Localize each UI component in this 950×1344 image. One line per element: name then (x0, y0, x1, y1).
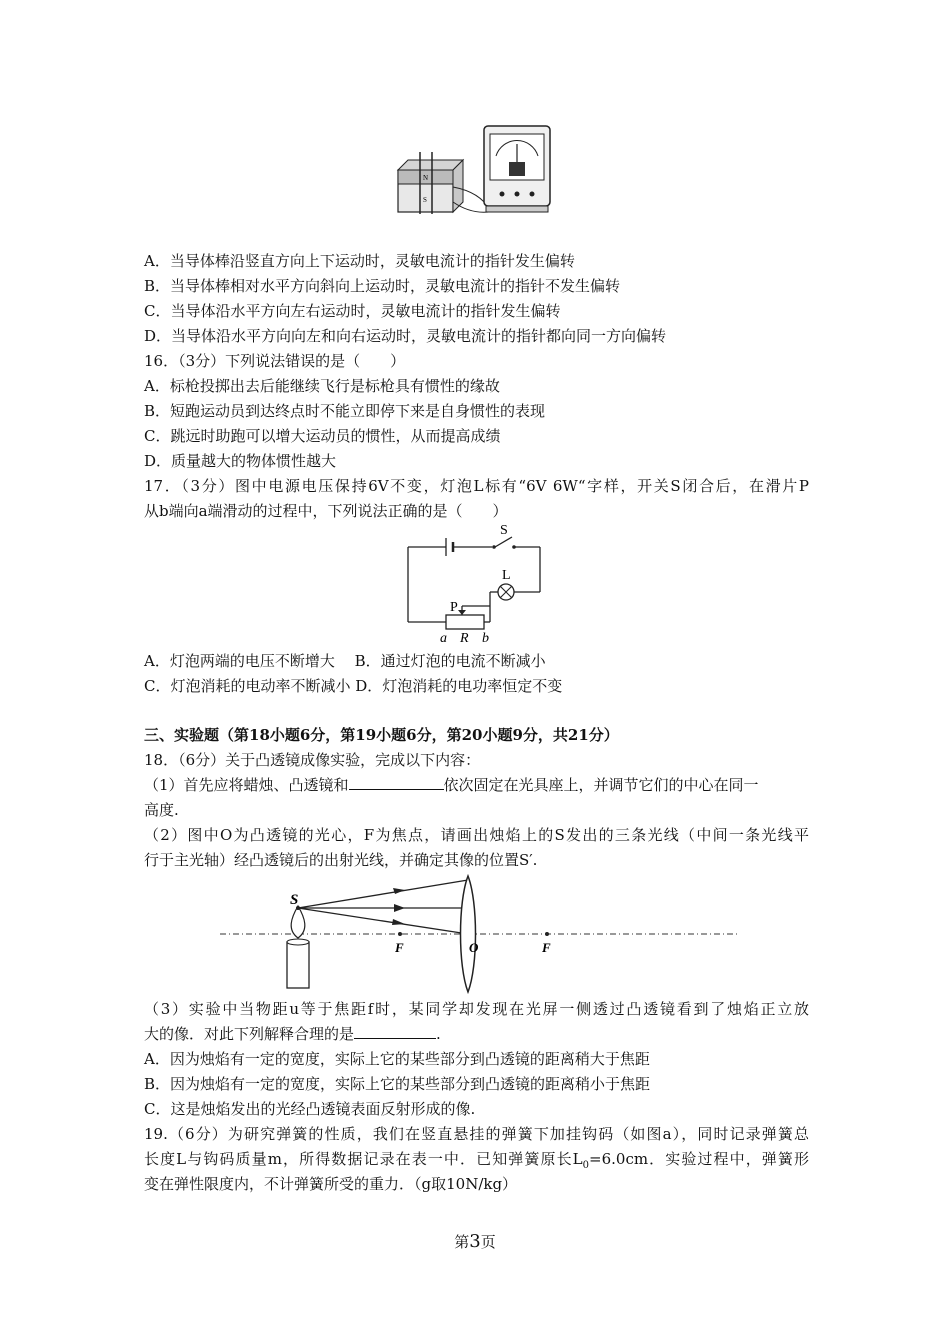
q16-option-b: B．短跑运动员到达终点时不能立即停下来是自身惯性的表现 (144, 402, 546, 420)
resistor-label: R (460, 631, 469, 646)
q18-part1-before: （1）首先应将蜡烛、凸透镜和 (144, 776, 349, 794)
q18-part2-line2: 行于主光轴）经凸透镜后的出射光线，并确定其像的位置S′. (144, 851, 538, 869)
slider-label: P (450, 600, 458, 615)
end-a-label: a (440, 631, 447, 646)
q17-options-line1: A．灯泡两端的电压不断增大 B．通过灯泡的电流不断减小 (144, 652, 546, 670)
page-footer (0, 1231, 950, 1252)
q15-option-d: D．当导体沿水平方向向左和向右运动时，灵敏电流计的指针都向同一方向偏转 (144, 327, 667, 345)
q19-line2 (144, 1149, 809, 1176)
q18-option-b: B．因为烛焰有一定的宽度，实际上它的某些部分到凸透镜的距离稍小于焦距 (144, 1075, 651, 1093)
svg-text:N: N (423, 174, 429, 182)
source-label: S (290, 892, 299, 908)
q19-line2-sub: 0 (582, 1160, 590, 1171)
q18-part3-before: 大的像．对此下列解释合理的是 (144, 1025, 355, 1043)
lens-ray-diagram (215, 872, 745, 994)
q17-options-line2: C．灯泡消耗的电动率不断减小 D．灯泡消耗的电功率恒定不变 (144, 677, 563, 695)
q18-part2-line1: （2）图中O为凸透镜的光心，F为焦点，请画出烛焰上的S发出的三条光线（中间一条光线平 (144, 826, 809, 844)
q17-stem-line1: 17．（3分）图中电源电压保持6V不变，灯泡L标有“6V 6W“字样，开关S闭合后，在滑片P (144, 477, 809, 495)
induction-apparatus-figure (390, 122, 560, 222)
q19-line2-before: 长度L与钩码质量m，所得数据记录在表一中．已知弹簧原长L (144, 1150, 583, 1168)
q16-stem: 16．（3分）下列说法错误的是（ ） (144, 352, 406, 370)
q15-option-a: A．当导体棒沿竖直方向上下运动时，灵敏电流计的指针发生偏转 (144, 252, 575, 270)
footer-suffix: 页 (480, 1233, 496, 1251)
svg-text:S: S (423, 196, 427, 204)
focus-left-label: F (395, 940, 404, 955)
q17-stem-line2: 从b端向a端滑动的过程中，下列说法正确的是（ ） (144, 502, 508, 520)
focus-right-label: F (542, 940, 551, 955)
q18-part1-after: 依次固定在光具座上，并调节它们的中心在同一 (443, 776, 759, 794)
q15-option-b: B．当导体棒相对水平方向斜向上运动时，灵敏电流计的指针不发生偏转 (144, 277, 621, 295)
q18-part3-after: . (436, 1025, 441, 1043)
footer-prefix: 第 (454, 1233, 470, 1251)
q18-part1-line2: 高度. (144, 801, 179, 819)
q15-option-c: C．当导体沿水平方向左右运动时，灵敏电流计的指针发生偏转 (144, 302, 561, 320)
q18-part3-line1: （3）实验中当物距u等于焦距f时，某同学却发现在光屏一侧透过凸透镜看到了烛焰正立放 (144, 1000, 809, 1018)
q18-part3-line2 (144, 1024, 441, 1044)
q18-part1-blank[interactable] (349, 775, 444, 790)
circuit-diagram (400, 522, 550, 647)
q19-line2-after: =6.0cm．实验过程中，弹簧形 (589, 1150, 809, 1168)
end-b-label: b (482, 631, 489, 646)
center-label: O (469, 940, 479, 955)
q19-line3: 变在弹性限度内，不计弹簧所受的重力．（g取10N/kg） (144, 1175, 518, 1193)
q19-line1: 19.（6分）为研究弹簧的性质，我们在竖直悬挂的弹簧下加挂钩码（如图a），同时记录弹簧总 (144, 1125, 809, 1143)
switch-label: S (500, 523, 508, 538)
q18-part3-blank[interactable] (354, 1024, 436, 1039)
lamp-label: L (502, 568, 511, 583)
q18-part1-line1 (144, 775, 759, 795)
q16-option-d: D．质量越大的物体惯性越大 (144, 452, 337, 470)
q16-option-c: C．跳远时助跑可以增大运动员的惯性，从而提高成绩 (144, 427, 501, 445)
q16-option-a: A．标枪投掷出去后能继续飞行是标枪具有惯性的缘故 (144, 377, 500, 395)
q18-stem: 18．（6分）关于凸透镜成像实验，完成以下内容： (144, 751, 481, 769)
q18-option-a: A．因为烛焰有一定的宽度，实际上它的某些部分到凸透镜的距离稍大于焦距 (144, 1050, 650, 1068)
page-number: 3 (469, 1231, 481, 1252)
q18-option-c: C．这是烛焰发出的光经凸透镜表面反射形成的像. (144, 1100, 476, 1118)
section3-heading: 三、实验题（第18小题6分，第19小题6分，第20小题9分，共21分） (144, 726, 619, 744)
